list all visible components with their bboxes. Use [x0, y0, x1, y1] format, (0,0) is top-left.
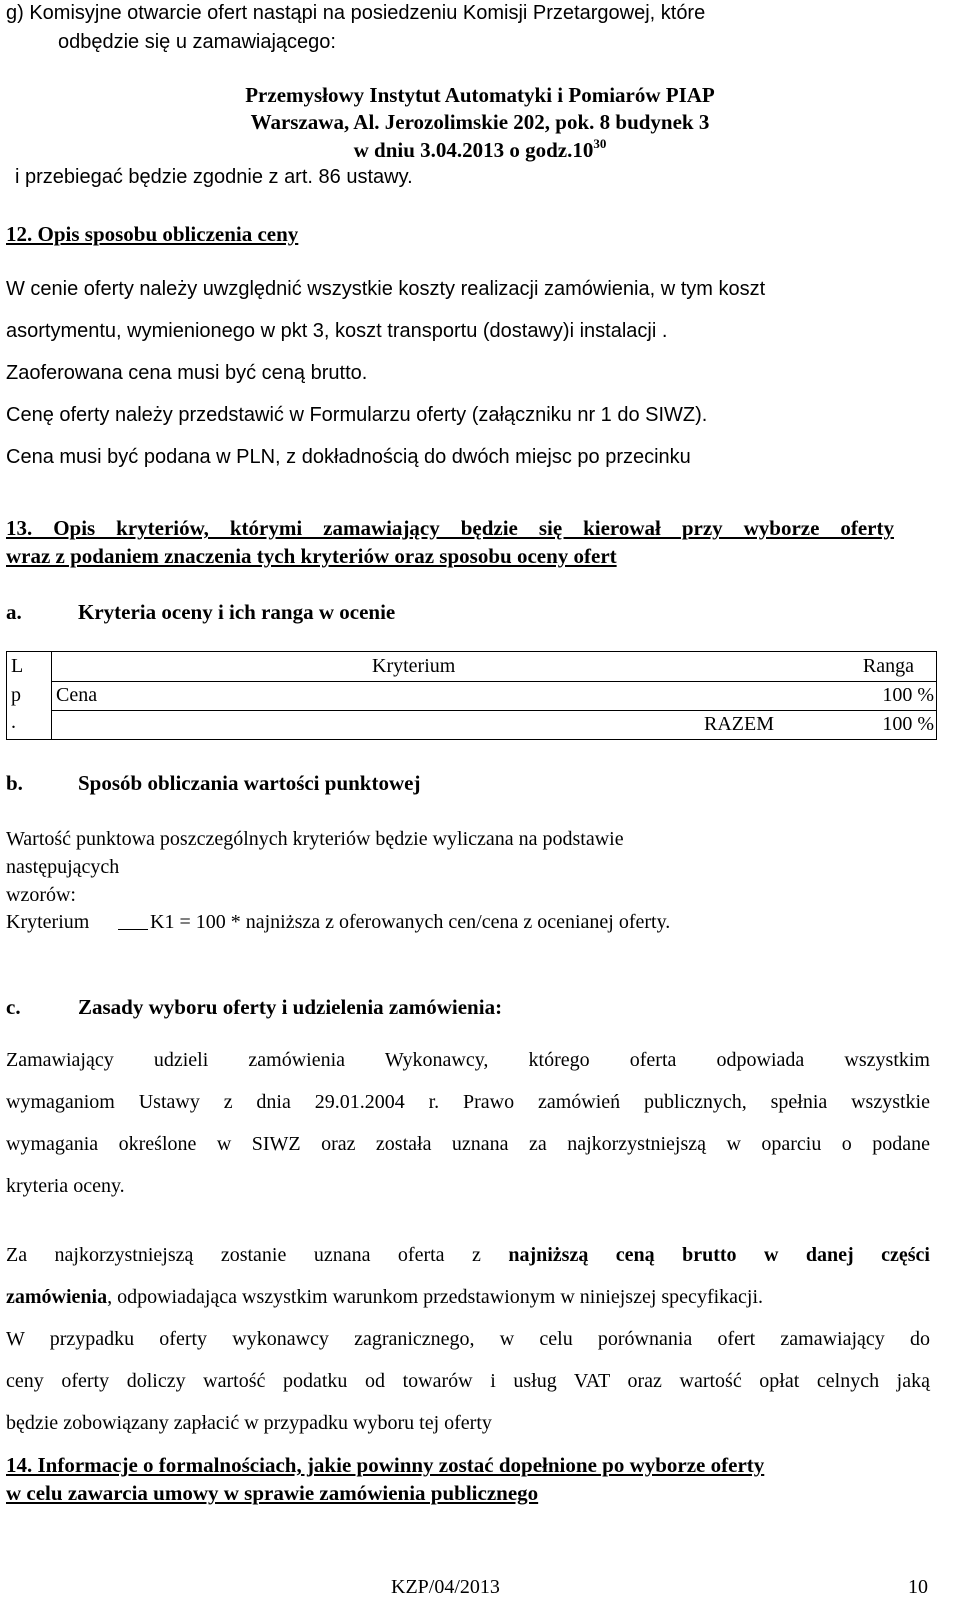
venue-address: Warszawa, Al. Jerozolimskie 202, pok. 8 budynek 3 — [250, 110, 710, 134]
c-p1-line1: Zamawiający udzieli zamówienia Wykonawcy, którego oferta odpowiada wszystkim — [6, 1049, 930, 1071]
lp-char: L — [11, 655, 24, 677]
section-14-heading-line1: 14. Informacje o formalnościach, jakie powinny zostać dopełnione po wyborze oferty — [6, 1453, 765, 1477]
table-header-row — [52, 652, 936, 682]
sub-b-title: Sposób obliczania wartości punktowej — [78, 771, 421, 795]
venue-date-minutes: 30 — [593, 136, 607, 151]
b-formula: K1 = 100 * najniższa z oferowanych cen/cena z ocenianej oferty. — [150, 911, 671, 933]
c-p2-line1-pre: Za najkorzystniejszą zostanie uznana oferta z — [6, 1244, 481, 1266]
row-ranga: 100 % — [882, 684, 934, 706]
table-row — [52, 681, 936, 711]
section-12-heading: 12. Opis sposobu obliczenia ceny — [6, 222, 299, 246]
b-line1: Wartość punktowa poszczególnych kryteriów będzie wyliczana na podstawie — [6, 828, 624, 850]
b-line3: wzorów: — [6, 884, 76, 906]
c-p3-line2: ceny oferty doliczy wartość podatku od towarów i usług VAT oraz wartość opłat celnych jaką — [6, 1370, 930, 1392]
lp-char: p — [11, 684, 21, 706]
total-label: RAZEM — [704, 713, 774, 735]
sub-b-marker: b. — [6, 771, 23, 795]
c-p2-line2-bold: zamówienia — [6, 1286, 108, 1308]
c-p2-line2-rest: , odpowiadająca wszystkim warunkom przedstawionym w niniejszej specyfikacji. — [107, 1286, 764, 1308]
footer-page-number: 10 — [908, 1576, 928, 1598]
section-g-line2: odbędzie się u zamawiającego: — [58, 31, 336, 53]
c-p1-line4: kryteria oceny. — [6, 1175, 125, 1197]
c-p2-line1 — [6, 1244, 930, 1267]
section-13-heading-line2: wraz z podaniem znaczenia tych kryteriów oraz sposobu oceny ofert — [6, 544, 617, 568]
c-p3-line1: W przypadku oferty wykonawcy zagranicznego, w celu porównania ofert zamawiający do — [6, 1328, 930, 1350]
b-formula-label: Kryterium — [6, 911, 90, 933]
lp-column — [7, 652, 52, 739]
venue-name: Przemysłowy Instytut Automatyki i Pomiarów PIAP — [245, 83, 715, 107]
c-p3-line3: będzie zobowiązany zapłacić w przypadku wyboru tej oferty — [6, 1412, 492, 1434]
section-12-p1-line2: asortymentu, wymienionego w pkt 3, koszt transportu (dostawy)i instalacji . — [6, 320, 668, 342]
section-12-p1-line1: W cenie oferty należy uwzględnić wszystkie koszty realizacji zamówienia, w tym koszt — [6, 278, 766, 300]
sub-a-title: Kryteria oceny i ich ranga w ocenie — [78, 600, 396, 624]
criteria-table — [6, 651, 937, 740]
section-12-p2: Zaoferowana cena musi być ceną brutto. — [6, 362, 368, 384]
c-p1-line2: wymaganiom Ustawy z dnia 29.01.2004 r. Prawo zamówień publicznych, spełnia wszystkie — [6, 1091, 930, 1113]
venue-date-text: w dniu 3.04.2013 o godz.10 — [353, 138, 594, 162]
section-g-line1: g) Komisyjne otwarcie ofert nastąpi na posiedzeniu Komisji Przetargowej, które — [6, 2, 706, 24]
c-p1-line3: wymagania określone w SIWZ oraz została uznana za najkorzystniejszą w oparciu o podane — [6, 1133, 930, 1155]
sub-a-marker: a. — [6, 600, 22, 624]
table-total-row — [52, 710, 936, 739]
section-12-p4: Cena musi być podana w PLN, z dokładnością do dwóch miejsc po przecinku — [6, 446, 691, 468]
total-ranga: 100 % — [882, 713, 934, 735]
section-14-heading-line2: w celu zawarcia umowy w sprawie zamówienia publicznego — [6, 1481, 539, 1505]
venue-date — [0, 138, 960, 163]
lp-char: . — [11, 711, 16, 733]
footer-doc-ref: KZP/04/2013 — [391, 1576, 500, 1598]
c-p2-line2 — [6, 1286, 763, 1309]
header-kryterium: Kryterium — [372, 655, 456, 677]
formula-dash — [118, 929, 148, 930]
c-p2-line1-bold: najniższą ceną brutto w danej części — [508, 1244, 930, 1266]
section-13-heading-line1: 13. Opis kryteriów, którymi zamawiający będzie się kierował przy wyborze oferty — [6, 516, 894, 540]
header-ranga: Ranga — [862, 655, 914, 677]
row-kryterium: Cena — [56, 684, 98, 706]
sub-c-title: Zasady wyboru oferty i udzielenia zamówienia: — [78, 995, 503, 1019]
b-line2: następujących — [6, 856, 120, 878]
section-g-line-after: i przebiegać będzie zgodnie z art. 86 ustawy. — [15, 166, 413, 188]
section-12-p3: Cenę oferty należy przedstawić w Formularzu oferty (załączniku nr 1 do SIWZ). — [6, 404, 708, 426]
sub-c-marker: c. — [6, 995, 21, 1019]
